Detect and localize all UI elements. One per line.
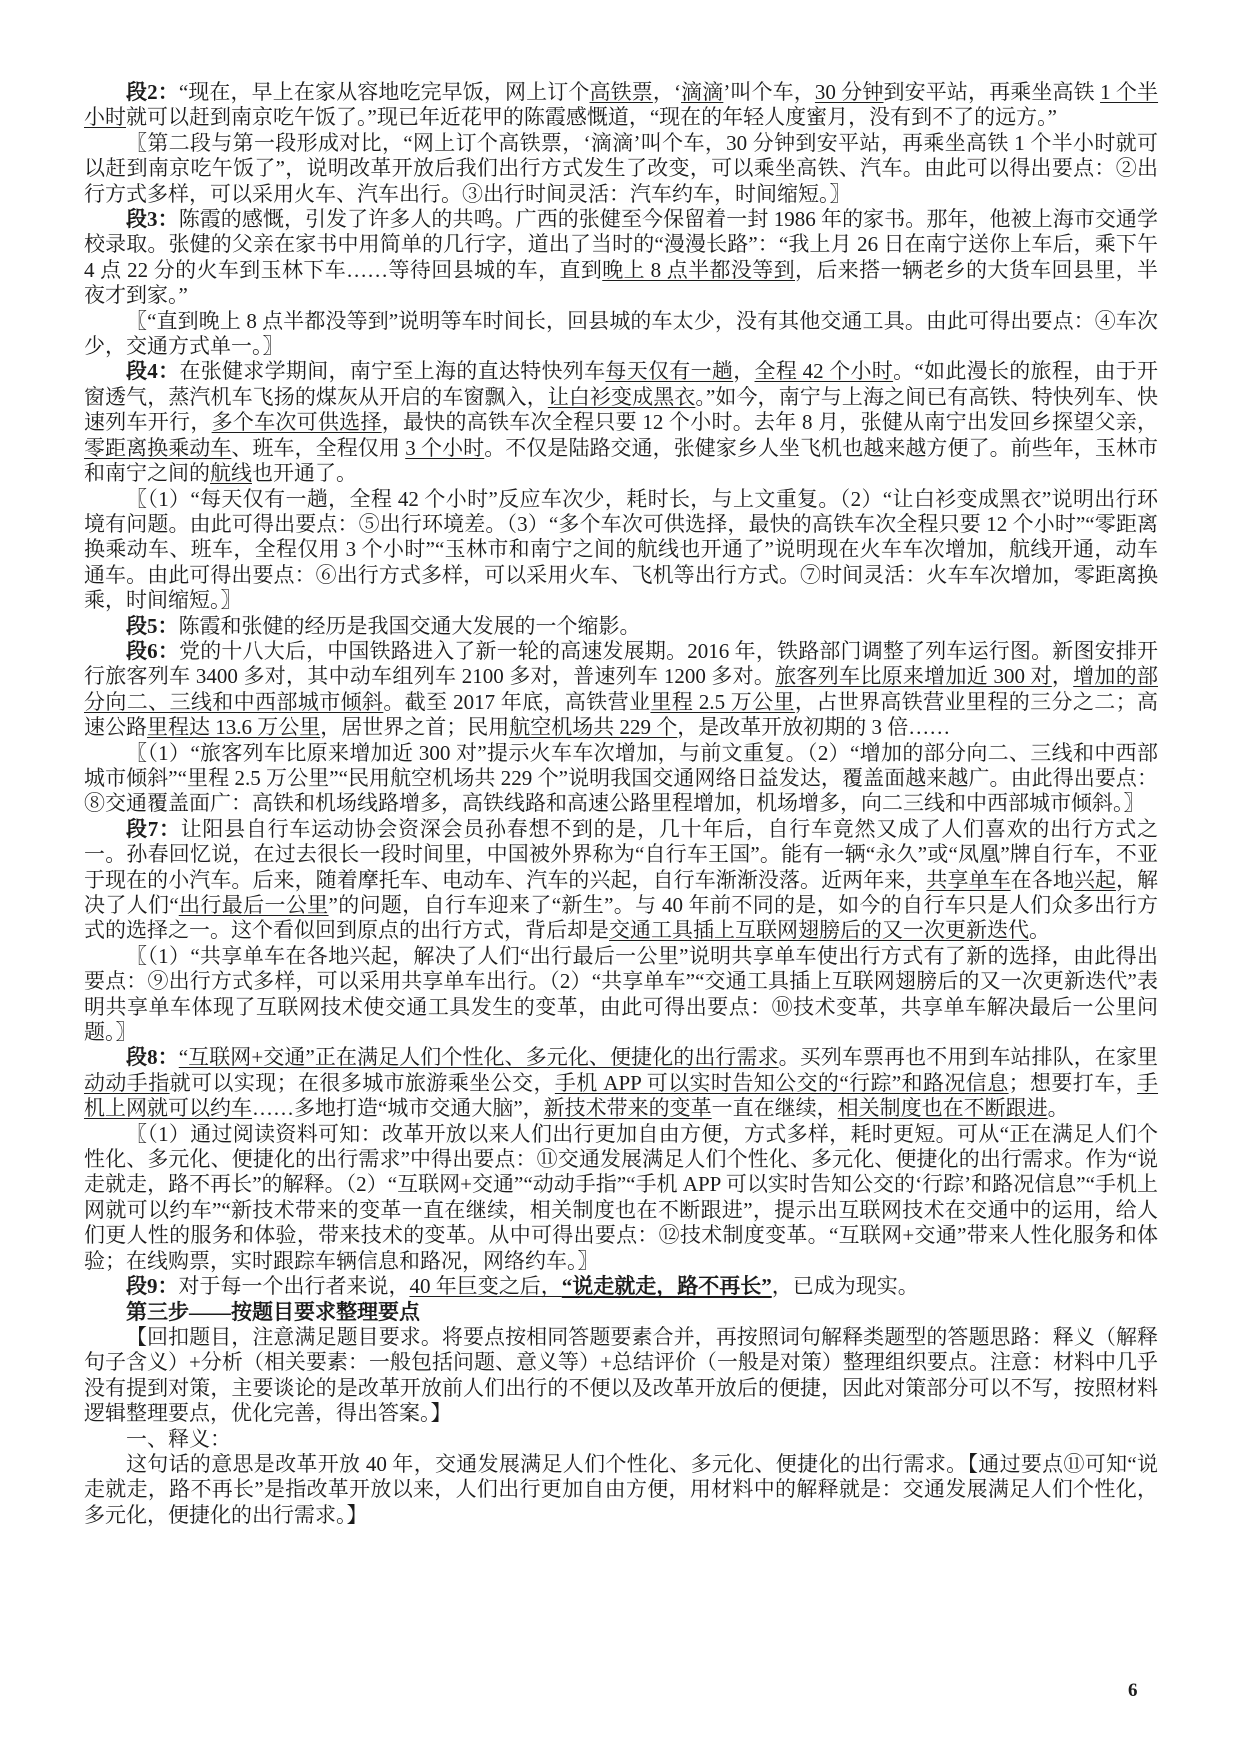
para-duan2 bbox=[84, 80, 1158, 131]
para-duan2-run: 就可以赶到南京吃午饭了。”现已年近花甲的陈霞感慨道，“现在的年轻人度蜜月，没有到不了的远方。” bbox=[126, 105, 1057, 130]
para-duan8-run: ；想要打车， bbox=[1008, 1070, 1138, 1095]
para-duan6-run: 党的十八大后，中国铁路进入了新一轮的高速发展期。2016 年，铁路部门调整了列车运行图。新图安排开行旅客列车 3400 多对，其中动车组列车 2100 多对，普速列车 1200 多对。 bbox=[84, 638, 1159, 689]
para-shiyi-run: 这句话的意思是改革开放 40 年，交通发展满足人们个性化、多元化、便捷化的出行需求。【通过要点⑪可知“说走就走，路不再长”是指改革开放以来，人们出行更加自由方便，用材料中的解释就是：交通发展满足人们个性化，多元化，便捷化的出行需求。】 bbox=[84, 1451, 1158, 1527]
para-duan8-run: 就可以实现；在很多城市旅游乘坐公交， bbox=[169, 1070, 555, 1095]
para-duan4-run: 、班车，全程仅用 bbox=[231, 435, 406, 460]
para-duan4-run: ，最快的高铁车次全程只要 12 个小时。去年 8 月，张健从南宁出发回乡探望父亲， bbox=[381, 410, 1159, 435]
para-duan9 bbox=[84, 1274, 1158, 1299]
para-duan8-run: 手机上网就可以约车 bbox=[84, 1070, 1159, 1121]
comment-duan2 bbox=[84, 131, 1158, 207]
para-duan6-run: 段6： bbox=[126, 638, 180, 663]
comment-duan7-run: 〖（1）“共享单车在各地兴起，解决了人们“出行最后一公里”说明共享单车使出行方式有了新的选择，由此得出要点：⑨出行方式多样，可以采用共享单车出行。（2）“共享单车”“交通工具插上互联网翅膀后的又一次更新迭代”表明共享单车体现了互联网技术使交通工具发生的变革，由此可得出要点：⑩技术变革，共享单车解决最后一公里问题。〗 bbox=[84, 943, 1158, 1045]
para-duan3-run: 段3： bbox=[126, 207, 179, 232]
comment-duan6-run: 〖（1）“旅客列车比原来增加近 300 对”提示火车车次增加，与前文重复。（2）“增加的部分向二、三线和中西部城市倾斜”“里程 2.5 万公里”“民用航空机场共 229 个”说明我国交通网络日益发达，覆盖面越来越广。由此得出要点：⑧交通覆盖面广：高铁和机场线路增多，高铁线路和高速公路里程增加，机场增多，向二三线和中西部城市倾斜。〗 bbox=[84, 740, 1158, 816]
para-duan9-run: 对于每一个出行者来说， bbox=[178, 1274, 410, 1299]
para-duan4-run: 。不仅是陆路交通，张健家乡人坐飞机也越来越方便了。前些年，玉林市和南宁之间的 bbox=[84, 435, 1159, 486]
para-duan2-run: 高铁票 bbox=[589, 80, 653, 104]
para-duan6-run: 。截至 2017 年底，高铁营业 bbox=[383, 689, 651, 714]
heading-step3 bbox=[84, 1300, 1158, 1325]
comment-duan8 bbox=[84, 1122, 1158, 1274]
para-duan7-run: 在各地 bbox=[1010, 867, 1074, 892]
para-duan9-run: 40 年巨变之后， bbox=[409, 1274, 562, 1299]
para-duan9-run: “说走就走，路不再长” bbox=[561, 1274, 772, 1299]
para-duan7 bbox=[84, 817, 1158, 944]
para-duan7-run: 让阳县自行车运动协会资深会员孙春想不到的是，几十年后，自行车竟然又成了人们喜欢的出行方式之一。孙春回忆说，在过去很长一段时间里，中国被外界称为“自行车王国”。能有一辆“永久”或“凤凰”牌自行车，不亚于现在的小汽车。后来，随着摩托车、电动车、汽车的兴起，自行车渐渐没落。近两年来， bbox=[84, 816, 1158, 892]
para-duan8-run: 。 bbox=[1047, 1096, 1069, 1121]
heading-shiyi bbox=[84, 1427, 1158, 1452]
para-duan4-run: 零距离换乘动车 bbox=[84, 435, 232, 460]
para-duan8-run: 相关制度也在不断跟进 bbox=[837, 1096, 1048, 1121]
para-duan3-run: ，后来搭一辆老乡的大货车回县里，半夜才到家。” bbox=[84, 257, 1158, 308]
page-number: 6 bbox=[1128, 1680, 1138, 1701]
para-duan6-run: 里程达 13.6 万公里 bbox=[147, 715, 321, 740]
para-duan2-run: 段2： bbox=[126, 80, 179, 104]
para-duan6-run: 航空机场共 229 个 bbox=[509, 715, 678, 740]
heading-step3-run: 第三步——按题目要求整理要点 bbox=[126, 1299, 420, 1324]
para-duan8-run: 一直在继续， bbox=[711, 1096, 838, 1121]
para-duan8-run: 手机 APP 可以实时告知公交的“行踪”和路况信息 bbox=[554, 1070, 1009, 1095]
para-duan7-run: ”的问题，自行车迎来了“新生”。与 40 年前不同的是，如今的自行车只是人们众多出行方式的选择之一。这个看似回到原点的出行方式，背后却是 bbox=[84, 893, 1159, 943]
para-duan3-run: 晚上 8 点半都没等到 bbox=[602, 257, 795, 282]
comment-duan4-run: 〖（1）“每天仅有一趟，全程 42 个小时”反应车次少，耗时长，与上文重复。（2）“让白衫变成黑衣”说明出行环境有问题。由此可得出要点：⑤出行环境差。（3）“多个车次可供选择，最快的高铁车次全程只要 12 个小时”“零距离换乘动车、班车，全程仅用 3 个小时”“玉林市和南宁之间的航线也开通了”说明现在火车车次增加，航线开通，动车通车。由此可得出要点：⑥出行方式多样，可以采用火车、飞机等出行方式。⑦时间灵活：火车车次增加，零距离换乘，时间缩短。〗 bbox=[84, 486, 1158, 613]
para-duan6-run: ， bbox=[1051, 664, 1074, 689]
para-duan4-run: 在张健求学期间，南宁至上海的直达特快列车 bbox=[179, 359, 606, 384]
para-duan4 bbox=[84, 359, 1158, 486]
para-duan5 bbox=[84, 614, 1158, 639]
para-duan6-run: 旅客列车比原来增加近 300 对 bbox=[775, 664, 1052, 689]
para-duan4-run: 段4： bbox=[126, 359, 180, 384]
para-duan2-run: “现在，早上在家从容地吃完早饭，网上订个 bbox=[178, 80, 590, 104]
para-duan4-run: 3 个小时 bbox=[405, 435, 485, 460]
para-duan2-run: 滴滴 bbox=[680, 80, 724, 104]
para-duan8-run: 段8： bbox=[126, 1045, 179, 1070]
para-duan7-run: 兴起 bbox=[1073, 867, 1116, 892]
para-duan6-run: ，占世界高铁营业里程的三分之二；高速公路 bbox=[84, 689, 1159, 740]
para-duan4-run: ， bbox=[733, 359, 755, 384]
comment-duan2-run: 〖第二段与第一段形成对比，“网上订个高铁票，‘滴滴’叫个车，30 分钟到安平站，再乘坐高铁 1 个半小时就可以赶到南京吃午饭了”，说明改革开放后我们出行方式发生了改变，可以乘坐高铁、汽车。由此可以得出要点：②出行方式多样，可以采用火车、汽车出行。③出行时间灵活：汽车约车，时间缩短。〗 bbox=[84, 130, 1158, 206]
para-duan7-run: 。 bbox=[1029, 918, 1050, 943]
para-duan7-run: 出行最后一公里 bbox=[178, 893, 329, 917]
para-duan2-run: ’叫个车， bbox=[723, 80, 815, 104]
para-duan6-run: ，是改革开放初期的 3 倍…… bbox=[677, 715, 951, 740]
para-duan9-run: 段9： bbox=[126, 1274, 179, 1299]
comment-duan4 bbox=[84, 487, 1158, 614]
document-body bbox=[84, 80, 1158, 1528]
para-duan2-run: ，‘ bbox=[652, 80, 681, 104]
para-duan4-run: 。“如此漫长的旅程，由于开窗透气，蒸汽机车飞扬的煤灰从开启的车窗飘入， bbox=[84, 359, 1159, 409]
para-duan8-run: ……多地打造“城市交通大脑”， bbox=[252, 1096, 544, 1121]
comment-duan3 bbox=[84, 309, 1158, 360]
comment-step3-run: 【回扣题目，注意满足题目要求。将要点按相同答题要素合并，再按照词句解释类题型的答题思路：释义（解释句子含义）+分析（相关要素：一般包括问题、意义等）+总结评价（一般是对策）整理组织要点。注意：材料中几乎没有提到对策，主要谈论的是改革开放前人们出行的不便以及改革开放后的便捷，因此对策部分可以不写，按照材料逻辑整理要点，优化完善，得出答案。】 bbox=[84, 1324, 1158, 1426]
para-duan5-run: 段5： bbox=[126, 613, 179, 638]
para-duan4-run: 也开通了。 bbox=[252, 461, 357, 486]
para-duan4-run: 航线 bbox=[210, 461, 252, 486]
comment-step3 bbox=[84, 1325, 1158, 1427]
para-duan4-run: 每天仅有一趟 bbox=[605, 359, 734, 384]
para-duan8-run: 动动手指 bbox=[84, 1070, 170, 1095]
para-duan8-run: 。买列车票再也不用到车站排队，在家里 bbox=[778, 1045, 1159, 1070]
comment-duan8-run: 〖（1）通过阅读资料可知：改革开放以来人们出行更加自由方便，方式多样，耗时更短。可从“正在满足人们个性化、多元化、便捷化的出行需求”中得出要点：⑪交通发展满足人们个性化、多元化、便捷化的出行需求。作为“说走就走，路不再长”的解释。（2）“互联网+交通”“动动手指”“手机 APP 可以实时告知公交的‘行踪’和路况信息”“手机上网就可以约车”“新技术带来的变革一直在继续，相关制度也在不断跟进”，提示出互联网技术在交通中的运用，给人们更人性的服务和体验，带来技术的变革。从中可得出要点：⑫技术制度变革。“互联网+交通”带来人性化服务和体验；在线购票，实时跟踪车辆信息和路况，网络约车。〗 bbox=[84, 1121, 1158, 1273]
para-duan4-run: 。”如今，南宁与上海之间已有高铁、特快列车、快速列车开行， bbox=[84, 384, 1159, 435]
comment-duan3-run: 〖“直到晚上 8 点半都没等到”说明等车时间长，回县城的车太少，没有其他交通工具。由此可得出要点：④车次少，交通方式单一。〗 bbox=[84, 308, 1158, 359]
para-duan4-run: 多个车次可供选择 bbox=[211, 410, 382, 435]
para-duan9-run: ，已成为现实。 bbox=[771, 1274, 919, 1299]
heading-shiyi-run: 一、释义： bbox=[126, 1426, 231, 1451]
comment-duan6 bbox=[84, 741, 1158, 817]
para-duan3-run: 陈霞的感慨，引发了许多人的共鸣。广西的张健至今保留着一封 1986 年的家书。那年，他被上海市交通学校录取。张健的父亲在家书中用简单的几行字，道出了当时的“漫漫长路”：“我上月 26 日在南宁送你上车后，乘下午 4 点 22 分的火车到玉林下车……等待回县城的车，直到 bbox=[84, 207, 1158, 282]
para-duan2-run: 30 分钟 bbox=[814, 80, 884, 104]
para-shiyi bbox=[84, 1452, 1158, 1528]
para-duan7-run: ，解决了人们“ bbox=[84, 867, 1159, 917]
para-duan6-run: 里程 2.5 万公里 bbox=[650, 689, 795, 714]
para-duan6-run: 增加的部分向二、三线和中西部城市倾斜 bbox=[84, 664, 1158, 714]
para-duan4-run: 全程 42 个小时 bbox=[754, 359, 894, 384]
para-duan8 bbox=[84, 1045, 1158, 1121]
para-duan6-run: ，居世界之首；民用 bbox=[320, 715, 510, 740]
para-duan2-run: 到安平站，再乘坐高铁 bbox=[883, 80, 1101, 104]
para-duan4-run: 让白衫变成黑衣 bbox=[547, 384, 696, 409]
para-duan7-run: 段7： bbox=[126, 816, 181, 841]
para-duan3 bbox=[84, 207, 1158, 309]
para-duan7-run: 交通工具插上互联网翅膀后的又一次更新迭代 bbox=[609, 918, 1029, 943]
para-duan7-run: 共享单车 bbox=[926, 867, 1011, 892]
para-duan6 bbox=[84, 639, 1158, 741]
para-duan8-run: 新技术带来的变革 bbox=[543, 1096, 712, 1121]
para-duan5-run: 陈霞和张健的经历是我国交通大发展的一个缩影。 bbox=[178, 613, 641, 638]
para-duan2-run: 1 个半小时 bbox=[84, 80, 1159, 130]
comment-duan7 bbox=[84, 944, 1158, 1046]
para-duan8-run: “互联网+交通”正在满足人们个性化、多元化、便捷化的出行需求 bbox=[178, 1045, 779, 1070]
